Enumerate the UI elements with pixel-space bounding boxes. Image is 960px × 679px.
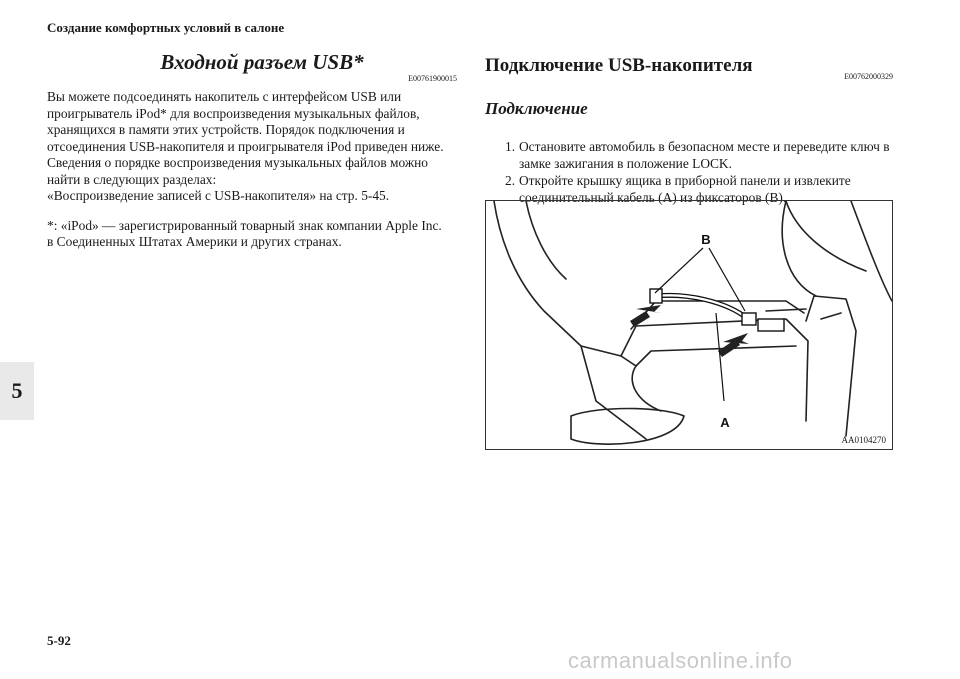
glovebox-illustration xyxy=(485,200,893,450)
body-paragraph xyxy=(47,89,457,205)
page-number: 5-92 xyxy=(47,633,71,648)
section-title: Подключение USB-накопителя xyxy=(485,55,753,76)
usb-connection-section xyxy=(485,55,893,207)
subsection-title: Подключение xyxy=(485,99,588,118)
chapter-tab: 5 xyxy=(0,362,34,420)
step-text: Откройте крышку ящика в приборной панели и извлеките соединительный кабель (A) из фиксаторов (B). xyxy=(519,173,851,205)
arrow-icon xyxy=(630,311,650,327)
usb-plug xyxy=(758,319,784,331)
callout-b: B xyxy=(701,232,711,247)
connector-clip-right xyxy=(742,313,756,325)
watermark: carmanualsonline.info xyxy=(568,648,793,673)
glovebox-drawing xyxy=(486,201,892,449)
body-text: Вы можете подсоединять накопитель с интерфейсом USB или проигрыватель iPod* для воспроизведения музыкальных файлов, хранящихся в памяти этих устройств. Порядок подключения и отсоединения USB-накопителя и проигрывателя iPod приведен ниже. Сведения о порядке воспроизведения музыкальных файлов можно найти в следующих разделах: xyxy=(47,89,444,187)
steps-list xyxy=(505,139,893,206)
step-text: Остановите автомобиль в безопасном месте и переведите ключ в замке зажигания в положение LOCK. xyxy=(519,139,890,171)
section-code: E00762000329 xyxy=(844,72,893,81)
footnote-line-2: в Соединенных Штатах Америки и других странах. xyxy=(47,234,342,249)
cross-reference: «Воспроизведение записей с USB-накопителя» на стр. 5-45. xyxy=(47,188,390,203)
running-header: Создание комфортных условий в салоне xyxy=(47,20,285,35)
arrow-icon xyxy=(636,305,662,313)
figure-code: AA0104270 xyxy=(841,435,886,445)
step-number: 2. xyxy=(505,173,516,188)
usb-jack-section xyxy=(47,50,457,251)
footnote xyxy=(47,218,457,251)
section-title: Входной разъем USB* xyxy=(160,50,364,74)
step-number: 1. xyxy=(505,139,516,154)
callout-a: A xyxy=(720,415,730,430)
footnote-line-1: *: «iPod» — зарегистрированный товарный знак компании Apple Inc. xyxy=(47,217,442,233)
step-item xyxy=(505,139,893,172)
connector-clip-left xyxy=(650,289,662,303)
section-code: E00761900015 xyxy=(408,74,457,83)
